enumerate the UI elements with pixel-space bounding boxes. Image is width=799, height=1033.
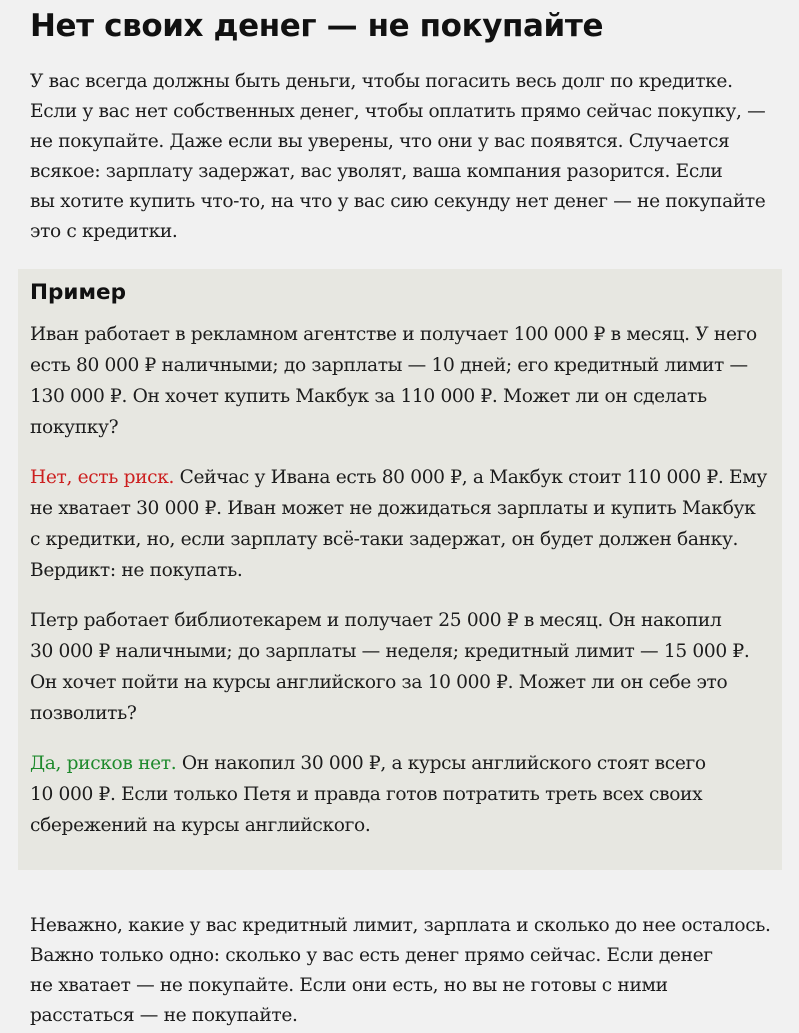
intro-line: У вас всегда должны быть деньги, чтобы погасить весь долг по кредитке. [30, 71, 733, 92]
closing-line: расстаться — не покупайте. [30, 1005, 298, 1026]
example-line: покупку? [30, 417, 119, 438]
example-ivan-question [30, 319, 757, 443]
example-line [30, 748, 706, 779]
example-line: Иван работает в рекламном агентстве и получает 100 000 ₽ в месяц. У него [30, 324, 757, 345]
closing-line: не хватает — не покупайте. Если они есть, но вы не готовы с ними [30, 975, 668, 996]
closing-paragraph [30, 911, 771, 1031]
intro-line: вы хотите купить что-то, на что у вас сию секунду нет денег — не покупайте [30, 191, 766, 212]
verdict-negative: Нет, есть риск. [30, 467, 175, 488]
closing-line: Неважно, какие у вас кредитный лимит, зарплата и сколько до нее осталось. [30, 915, 771, 936]
answer-text: Сейчас у Ивана есть 80 000 ₽, а Макбук стоит 110 000 ₽. Ему [174, 467, 767, 488]
example-line: 130 000 ₽. Он хочет купить Макбук за 110 000 ₽. Может ли он сделать [30, 386, 707, 407]
example-line: позволить? [30, 703, 137, 724]
intro-line: всякое: зарплату задержат, вас уволят, ваша компания разорится. Если [30, 161, 723, 182]
intro-line: это с кредитки. [30, 221, 178, 242]
example-ivan-answer [30, 462, 767, 586]
intro-paragraph [30, 67, 765, 247]
intro-line: Если у вас нет собственных денег, чтобы оплатить прямо сейчас покупку, — [30, 101, 766, 122]
example-line: с кредитки, но, если зарплату всё-таки задержат, он будет должен банку. [30, 529, 739, 550]
example-line: есть 80 000 ₽ наличными; до зарплаты — 10 дней; его кредитный лимит — [30, 355, 748, 376]
example-line: сбережений на курсы английского. [30, 815, 371, 836]
intro-line: не покупайте. Даже если вы уверены, что они у вас появятся. Случается [30, 131, 730, 152]
example-line: Вердикт: не покупать. [30, 560, 243, 581]
example-petr-question [30, 605, 749, 729]
page-title: Нет своих денег — не покупайте [30, 8, 604, 44]
verdict-positive: Да, рисков нет. [30, 753, 177, 774]
example-heading: Пример [30, 280, 126, 305]
example-line: 10 000 ₽. Если только Петя и правда готов потратить треть всех своих [30, 784, 703, 805]
example-line: Он хочет пойти на курсы английского за 10 000 ₽. Может ли он себе это [30, 672, 728, 693]
example-line: не хватает 30 000 ₽. Иван может не дожидаться зарплаты и купить Макбук [30, 498, 756, 519]
example-line [30, 462, 767, 493]
example-line: 30 000 ₽ наличными; до зарплаты — неделя; кредитный лимит — 15 000 ₽. [30, 641, 750, 662]
example-box [18, 269, 782, 870]
example-line: Петр работает библиотекарем и получает 25 000 ₽ в месяц. Он накопил [30, 610, 722, 631]
answer-text: Он накопил 30 000 ₽, а курсы английского стоят всего [176, 753, 706, 774]
closing-line: Важно только одно: сколько у вас есть денег прямо сейчас. Если денег [30, 945, 713, 966]
example-petr-answer [30, 748, 706, 841]
